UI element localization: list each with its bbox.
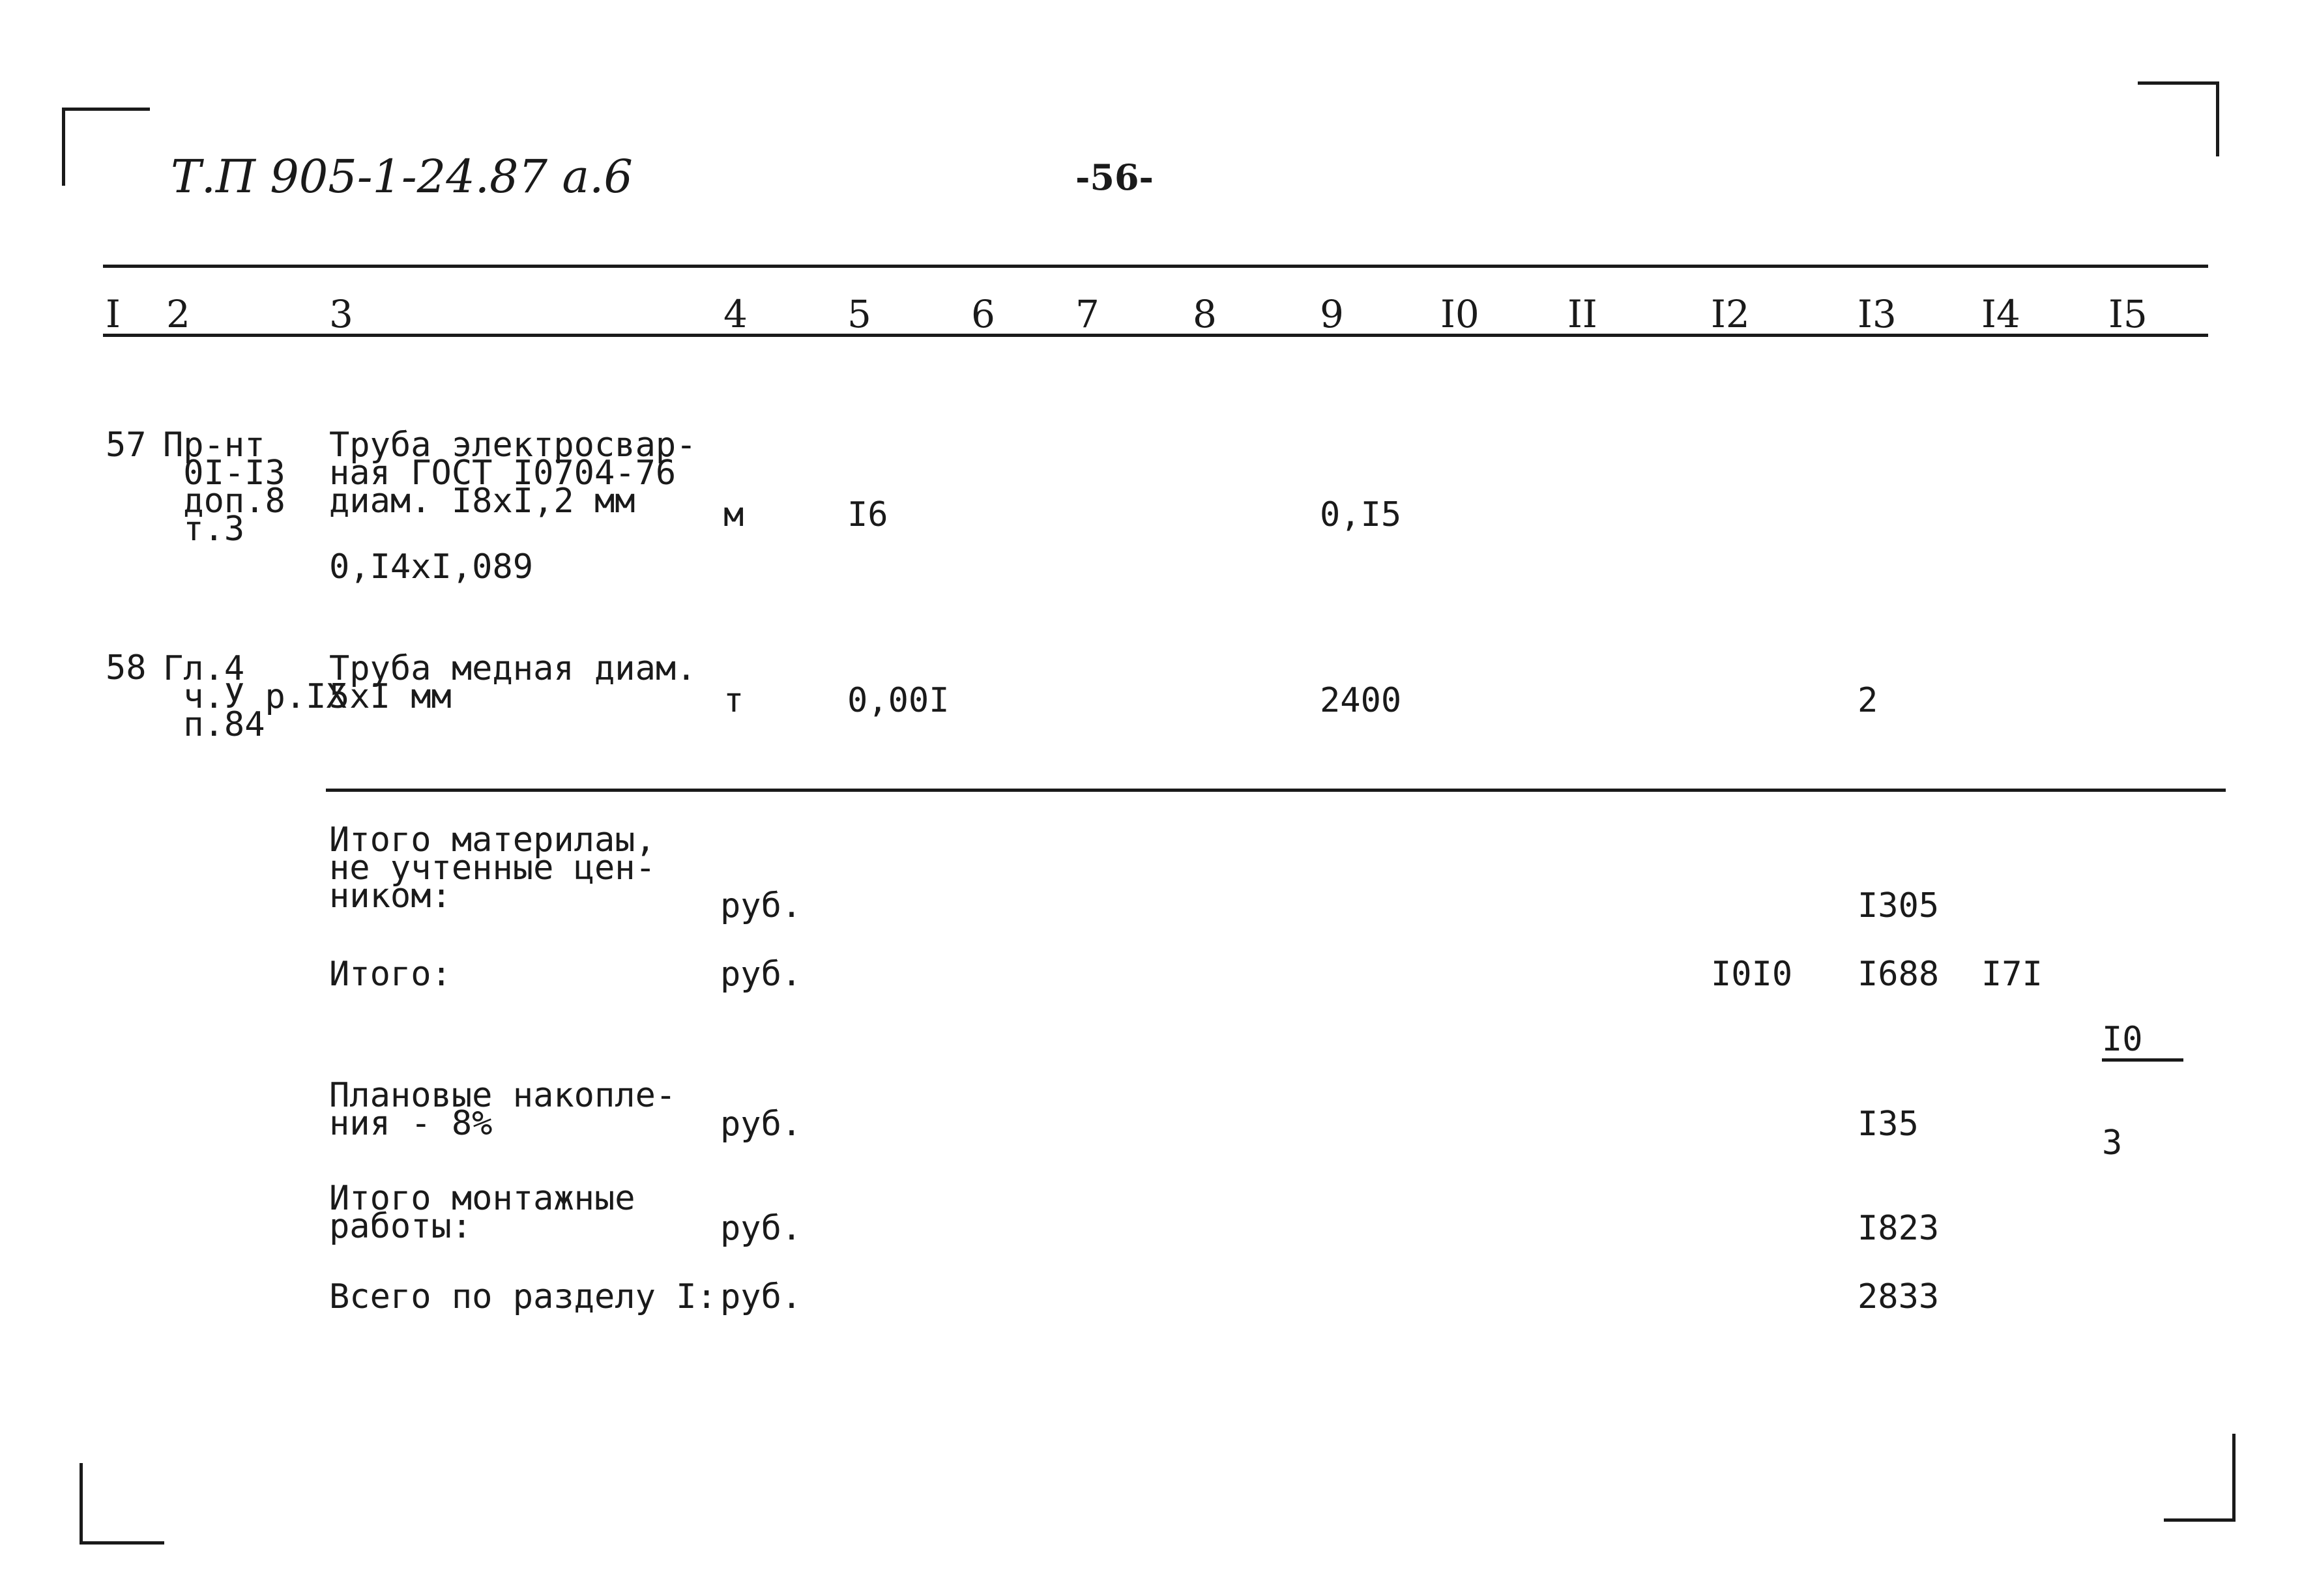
row-price: 0,I5 (1320, 495, 1402, 534)
total-col13: I688 (1858, 955, 1940, 994)
row-unit: м (723, 495, 744, 534)
total-col13: 2833 (1858, 1277, 1940, 1316)
column-header-9: 9 (1320, 292, 1344, 336)
totals-separator-rule (326, 789, 2226, 792)
row-number: 57 (106, 426, 147, 465)
column-header-10: I0 (1440, 292, 1479, 336)
total-unit: руб. (720, 1277, 802, 1316)
row-number: 58 (106, 648, 147, 688)
column-header-6: 6 (971, 292, 995, 336)
page-number: -56- (1075, 156, 1154, 198)
row-unit: т (723, 681, 744, 720)
total-label: Итого монтажные работы: (329, 1179, 635, 1246)
fraction-denominator: 3 (2102, 1124, 2123, 1163)
fraction-numerator: I0 (2102, 1023, 2183, 1062)
column-header-11: II (1567, 292, 1597, 336)
column-header-3: 3 (329, 292, 353, 336)
total-label: Итого: (329, 955, 452, 994)
row-reference: Пр-нт 0I-I3 доп.8 т.3 (163, 426, 285, 549)
total-unit: руб. (720, 955, 802, 994)
total-col15-fraction (2102, 958, 2183, 1225)
row-quantity: I6 (847, 495, 888, 534)
total-unit: руб. (720, 886, 802, 925)
column-header-2: 2 (166, 292, 190, 336)
column-header-8: 8 (1193, 292, 1217, 336)
column-header-15: I5 (2108, 292, 2148, 336)
corner-mark-top-right (2138, 81, 2219, 156)
corner-mark-bottom-right (2164, 1434, 2236, 1522)
header-rule-top (103, 265, 2208, 268)
total-label: Всего по разделу I: (329, 1277, 717, 1316)
row-description-extra: 0,I4хI,089 (329, 547, 534, 587)
total-col13: I305 (1858, 886, 1940, 925)
total-unit: руб. (720, 1105, 802, 1144)
document-code: Т.П 905-1-24.87 а.6 (171, 150, 633, 203)
column-header-5: 5 (847, 292, 871, 336)
total-label: Итого материлаы, не учтенные цен- ником: (329, 820, 656, 916)
total-col13: I823 (1858, 1209, 1940, 1248)
row-description: Труба медная диам. 5хI мм (329, 649, 697, 716)
total-unit: руб. (720, 1209, 802, 1248)
row-col13: 2 (1858, 681, 1878, 720)
total-label: Плановые накопле- ния - 8% (329, 1076, 677, 1143)
column-header-12: I2 (1711, 292, 1750, 336)
column-header-13: I3 (1858, 292, 1897, 336)
total-col13: I35 (1858, 1105, 1919, 1144)
column-header-1: I (106, 292, 121, 336)
column-header-4: 4 (723, 292, 748, 336)
row-price: 2400 (1320, 681, 1402, 720)
column-header-14: I4 (1981, 292, 2020, 336)
row-description: Труба электросвар- ная ГОСТ I0704-76 диам. I8хI,2 мм (329, 426, 697, 521)
corner-mark-bottom-left (80, 1463, 164, 1545)
row-reference: Гл.4 ч.У р.IX п.84 (163, 649, 347, 744)
total-col12: I0I0 (1711, 955, 1793, 994)
column-header-7: 7 (1075, 292, 1100, 336)
row-quantity: 0,00I (847, 681, 950, 720)
corner-mark-top-left (62, 108, 150, 186)
total-col14: I7I (1981, 955, 2043, 994)
